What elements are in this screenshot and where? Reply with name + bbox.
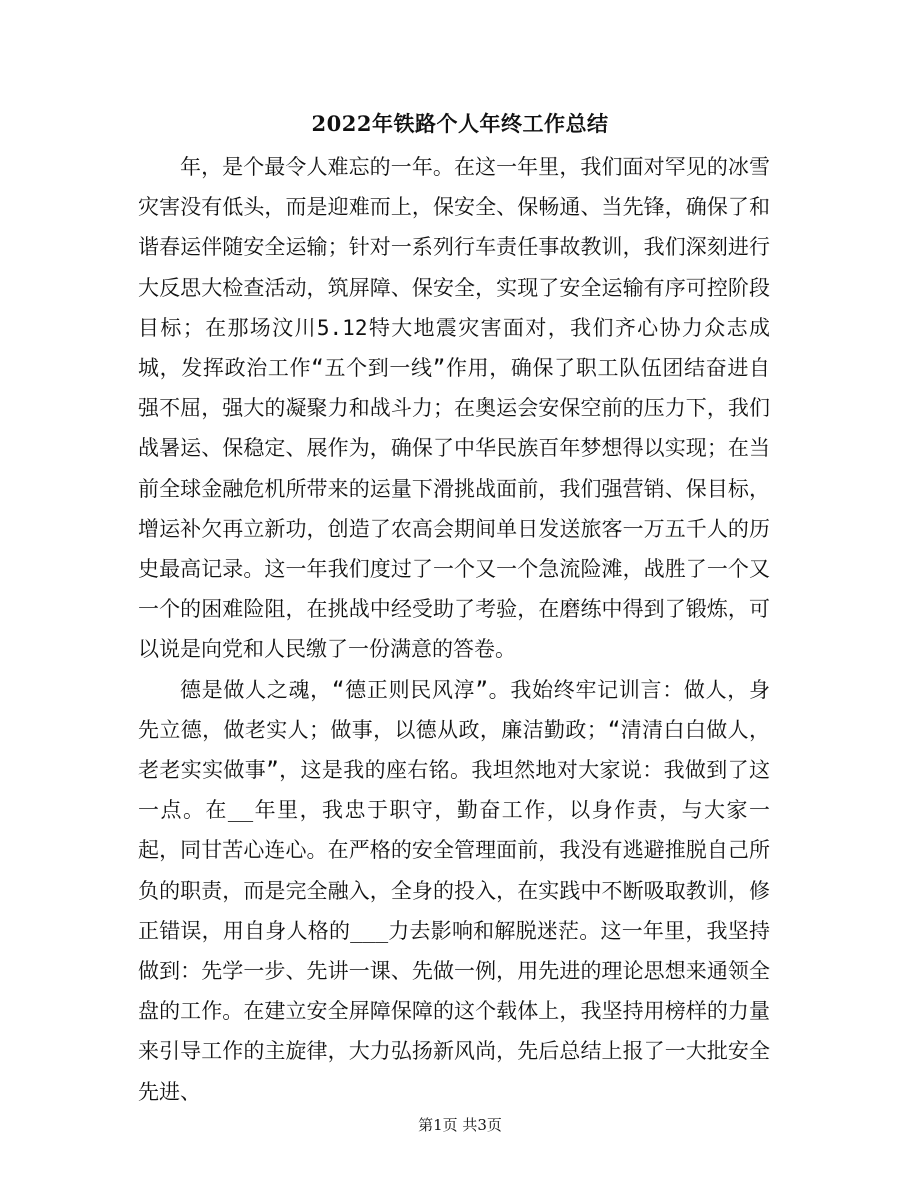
paragraph-1: 年，是个最令人难忘的一年。在这一年里，我们面对罕见的冰雪灾害没有低头，而是迎难而上，保安全、保畅通、当先锋，确保了和谐春运伴随安全运输；针对一系列行车责任事故教训，我们深刻进行大反思大检查活动，筑屏障、保安全，实现了安全运输有序可控阶段目标；在那场汶川5.12特大地震灾害面对，我们齐心协力众志成城，发挥政治工作“五个到一线”作用，确保了职工队伍团结奋进自强不屈，强大的凝聚力和战斗力；在奥运会安保空前的压力下，我们战暑运、保稳定、展作为，确保了中华民族百年梦想得以实现；在当前全球金融危机所带来的运量下滑挑战面前，我们强营销、保目标，增运补欠再立新功，创造了农高会期间单日发送旅客一万五千人的历史最高记录。这一年我们度过了一个又一个急流险滩，战胜了一个又一个的困难险阻，在挑战中经受助了考验，在磨练中得到了锻炼，可以说是向党和人民缴了一份满意的答卷。 [138, 155, 770, 662]
document-body [138, 147, 770, 1112]
document-title: 2022年铁路个人年终工作总结 [311, 111, 609, 136]
page-footer: 第1页 共3页 [418, 1116, 502, 1134]
paragraph-2: 德是做人之魂，“德正则民风淳”。我始终牢记训言：做人，身先立德，做老实人；做事，以德从政，廉洁勤政；“清清白白做人，老老实实做事”，这是我的座右铭。我坦然地对大家说：我做到了这一点。在__年里，我忠于职守，勤奋工作，以身作责，与大家一起，同甘苦心连心。在严格的安全管理面前，我没有逃避推脱自己所负的职责，而是完全融入，全身的投入，在实践中不断吸取教训，修正错误，用自身人格的___力去影响和解脱迷茫。这一年里，我坚持做到：先学一步、先讲一课、先做一例，用先进的理论思想来通领全盘的工作。在建立安全屏障保障的这个载体上，我坚持用榜样的力量来引导工作的主旋律，大力弘扬新风尚，先后总结上报了一大批安全先进、 [138, 677, 770, 1104]
